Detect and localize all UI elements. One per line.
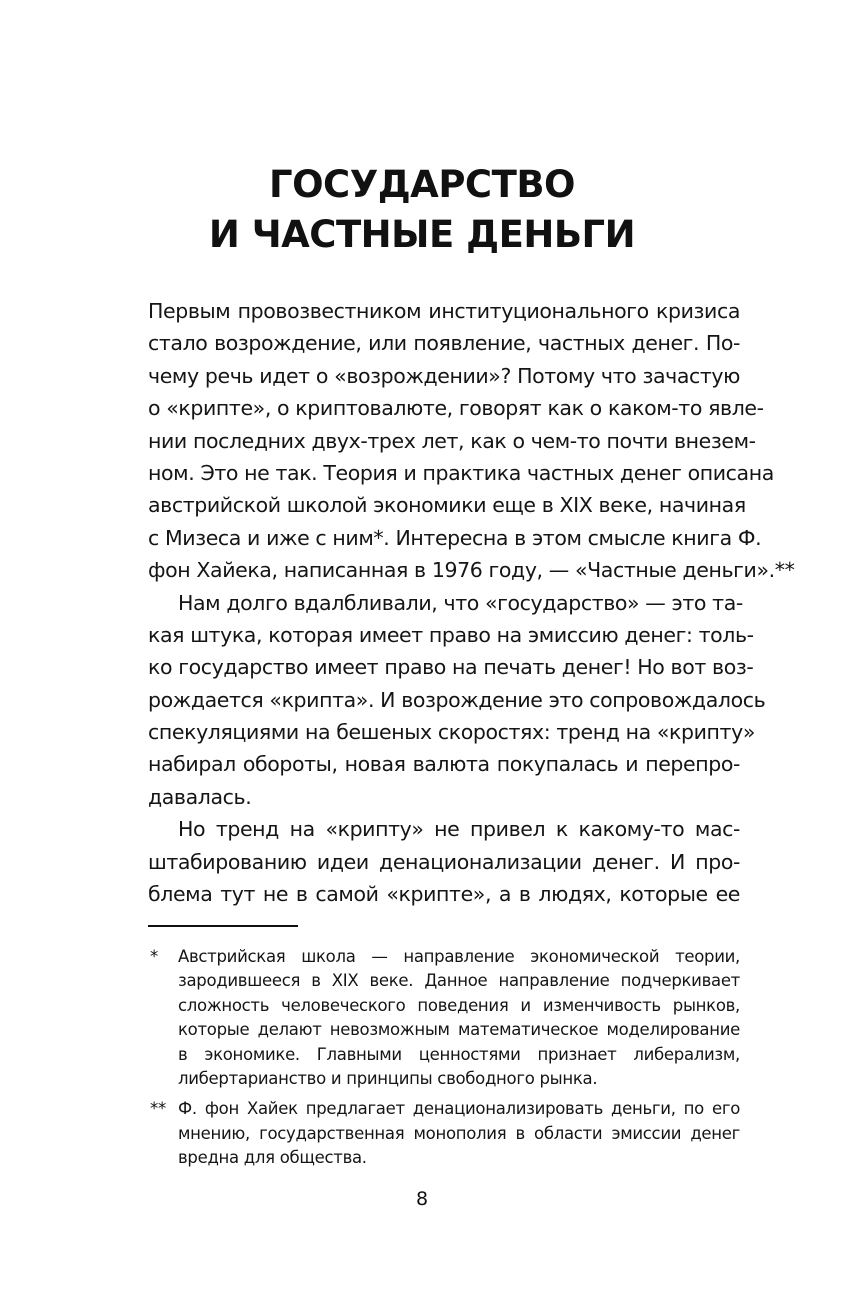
footnote-line: которые делают невозможным математическое моделирование <box>178 1020 740 1040</box>
body-line: стало возрождение, или появление, частных денег. По- <box>148 331 740 356</box>
chapter-title-line-1: ГОСУДАРСТВО <box>269 163 575 206</box>
footnote-line: либертарианство и принципы свободного рынка. <box>178 1068 598 1088</box>
body-line: с Мизеса и иже с ним*. Интересна в этом смысле книга Ф. <box>148 525 762 550</box>
body-text <box>148 295 795 910</box>
body-line: Первым провозвестником институционального кризиса <box>148 299 740 323</box>
footnote-line: вредна для общества. <box>178 1148 367 1168</box>
body-line: Но тренд на «крипту» не привел к какому-то мас- <box>178 817 740 842</box>
footnote-line: Австрийская школа — направление экономической теории, <box>178 947 740 966</box>
body-line: чему речь идет о «возрождении»? Потому что зачастую <box>148 363 740 388</box>
footnotes <box>148 945 740 1177</box>
footnote-mark: * <box>150 947 158 966</box>
footnote-mark: ** <box>150 1099 166 1119</box>
body-line: нии последних двух-трех лет, как о чем-то почти внезем- <box>148 428 756 453</box>
page-number: 8 <box>415 1188 429 1210</box>
body-line: австрийской школой экономики еще в XIX веке, начиная <box>148 493 746 518</box>
footnote-line: зародившееся в XIX веке. Данное направление подчеркивает <box>178 971 740 991</box>
body-line: ко государство имеет право на печать денег! Но вот воз- <box>148 655 754 680</box>
footnote-line: Ф. фон Хайек предлагает денационализировать деньги, по его <box>178 1099 740 1119</box>
body-line: фон Хайека, написанная в 1976 году, — «Частные деньги».** <box>148 558 795 583</box>
chapter-title-line-2: И ЧАСТНЫЕ ДЕНЬГИ <box>208 213 636 256</box>
footnote-1 <box>148 945 740 1091</box>
body-line: блема тут не в самой «крипте», а в людях, которые ее <box>148 882 740 907</box>
footnote-line: в экономике. Главными ценностями признает либерализм, <box>178 1044 740 1064</box>
footnote-line: мнению, государственная монополия в области эмиссии денег <box>178 1123 740 1143</box>
body-line: штабированию идеи денационализации денег. И про- <box>148 849 740 874</box>
body-line: о «крипте», о криптовалюте, говорят как о каком-то явле- <box>148 396 764 421</box>
body-line: Нам долго вдалбливали, что «государство» — это та- <box>178 590 743 615</box>
body-line: спекуляциями на бешеных скоростях: тренд на «крипту» <box>148 720 755 745</box>
footnote-divider <box>148 925 298 927</box>
body-line: набирал обороты, новая валюта покупалась и перепро- <box>148 752 740 777</box>
body-line: ном. Это не так. Теория и практика частных денег описана <box>148 460 774 485</box>
body-line: рождается «крипта». И возрождение это сопровождалось <box>148 687 766 712</box>
body-line: давалась. <box>148 784 252 809</box>
chapter-title <box>0 160 844 260</box>
body-line: кая штука, которая имеет право на эмиссию денег: толь- <box>148 622 754 647</box>
footnote-line: сложность человеческого поведения и изменчивость рынков, <box>178 995 740 1015</box>
footnote-2 <box>148 1097 740 1170</box>
